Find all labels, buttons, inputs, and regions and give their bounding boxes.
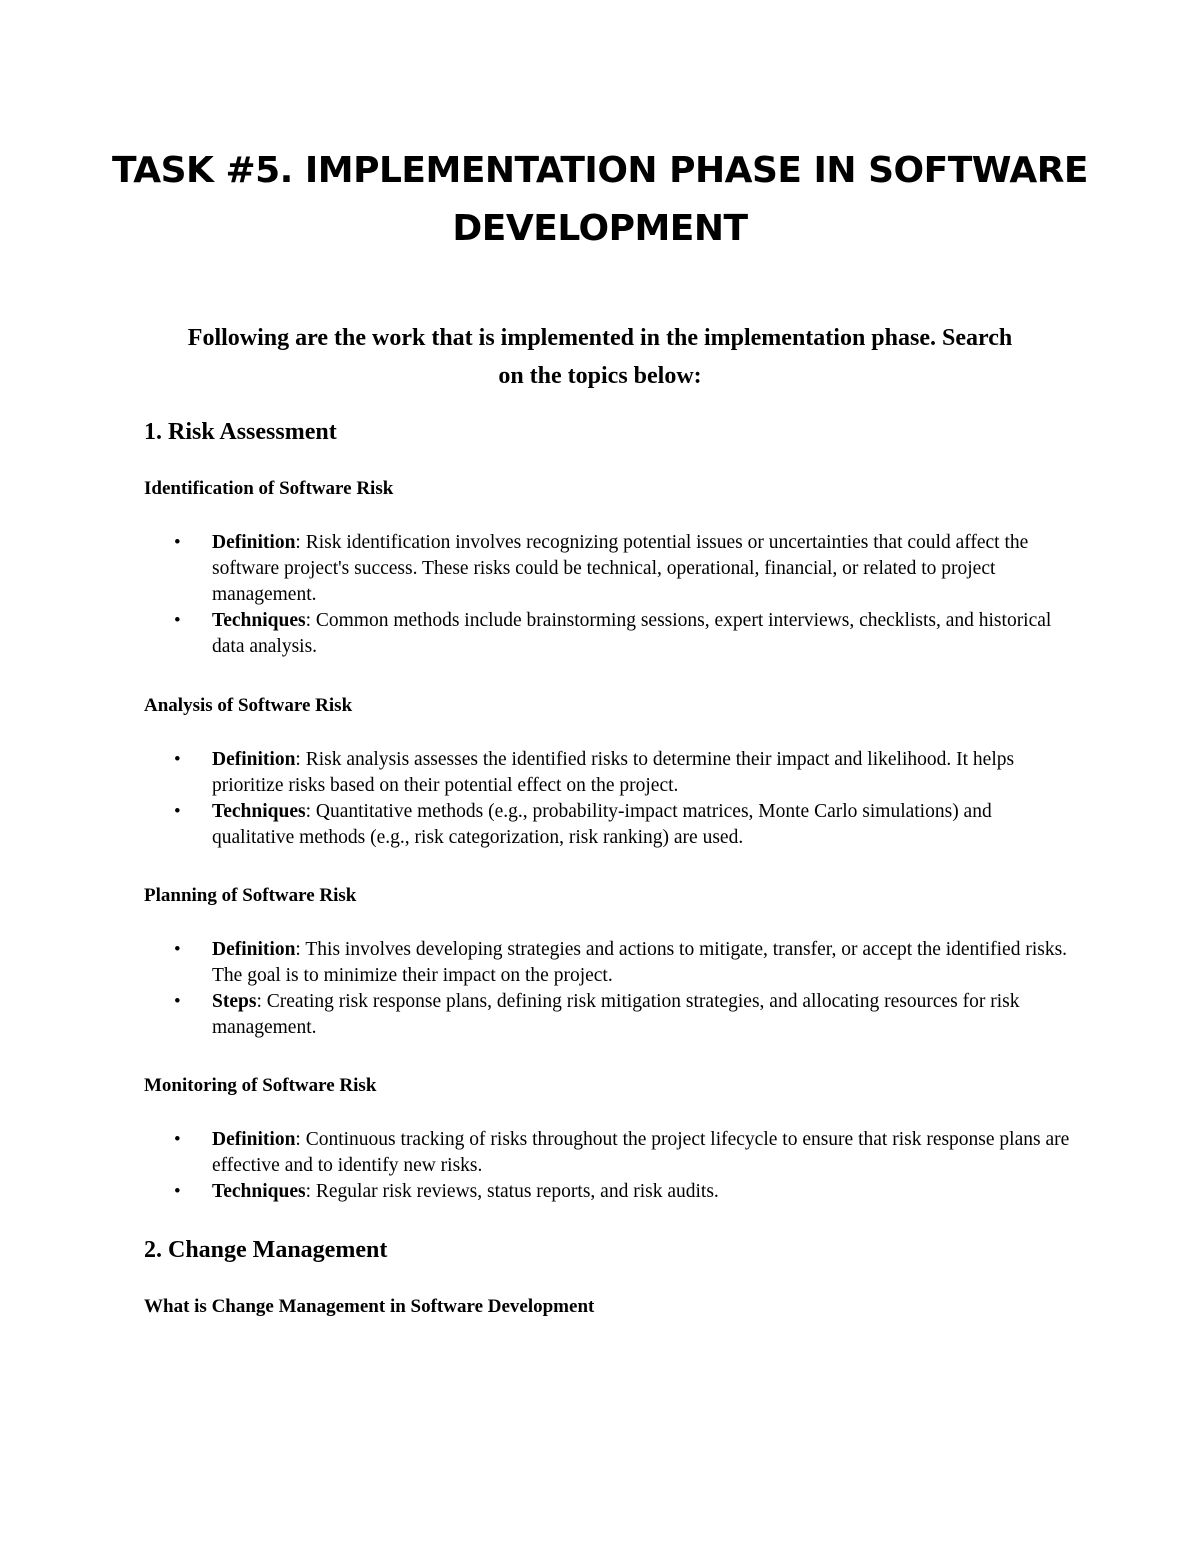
list-item	[144, 799, 1074, 851]
section-heading-change-management	[144, 1235, 1104, 1265]
item-label: Techniques	[212, 801, 306, 822]
list-item	[144, 608, 1074, 660]
change-management-subheading: What is Change Management in Software Development	[144, 1296, 595, 1317]
list-item	[144, 937, 1074, 989]
bullet-icon: •	[174, 1181, 181, 1202]
analysis-heading: Analysis of Software Risk	[144, 695, 353, 716]
section-1-heading: 1. Risk Assessment	[144, 419, 337, 445]
planning-heading: Planning of Software Risk	[144, 885, 357, 906]
item-label: Techniques	[212, 1181, 306, 1202]
item-text: : This involves developing strategies and actions to mitigate, transfer, or accept the identified risks. The goal is to minimize their impact on the project.	[212, 939, 1068, 986]
item-text: : Creating risk response plans, defining risk mitigation strategies, and allocating resources for risk management.	[212, 991, 1020, 1038]
bullet-icon: •	[174, 1129, 181, 1150]
section-heading-risk-assessment	[144, 417, 1104, 447]
monitoring-heading: Monitoring of Software Risk	[144, 1075, 377, 1096]
bullet-icon: •	[174, 801, 181, 822]
item-text: : Quantitative methods (e.g., probability-impact matrices, Monte Carlo simulations) and qualitative methods (e.g., risk categorization, risk ranking) are used.	[212, 801, 992, 848]
list-item	[144, 530, 1074, 608]
bullet-icon: •	[174, 939, 181, 960]
item-label: Steps	[212, 991, 257, 1012]
section-2-heading: 2. Change Management	[144, 1237, 388, 1263]
subsection-planning	[144, 883, 1104, 909]
monitoring-list	[144, 1127, 1074, 1205]
item-label: Definition	[212, 939, 296, 960]
item-label: Definition	[212, 532, 296, 553]
subsection-analysis	[144, 693, 1104, 719]
planning-list	[144, 937, 1074, 1041]
intro-paragraph: Following are the work that is implemented in the implementation phase. Search on the topics below:	[187, 325, 1013, 389]
bullet-icon: •	[174, 991, 181, 1012]
bullet-icon: •	[174, 610, 181, 631]
subsection-change-management	[144, 1294, 1104, 1320]
document-title: TASK #5. IMPLEMENTATION PHASE IN SOFTWARE DEVELOPMENT	[111, 150, 1089, 249]
identification-list	[144, 530, 1074, 660]
item-label: Definition	[212, 749, 296, 770]
identification-heading: Identification of Software Risk	[144, 478, 394, 499]
item-text: : Continuous tracking of risks throughout the project lifecycle to ensure that risk response plans are effective and to identify new risks.	[212, 1129, 1070, 1176]
item-text: : Risk analysis assesses the identified risks to determine their impact and likelihood. It helps prioritize risks based on their potential effect on the project.	[212, 749, 1015, 796]
bullet-icon: •	[174, 749, 181, 770]
subsection-monitoring	[144, 1073, 1104, 1099]
list-item	[144, 1179, 1074, 1205]
item-text: : Risk identification involves recognizing potential issues or uncertainties that could affect the software project's success. These risks could be technical, operational, financial, or related to project management.	[212, 532, 1029, 605]
analysis-list	[144, 747, 1074, 851]
list-item	[144, 1127, 1074, 1179]
item-text: : Common methods include brainstorming sessions, expert interviews, checklists, and historical data analysis.	[212, 610, 1052, 657]
item-label: Techniques	[212, 610, 306, 631]
subsection-identification	[144, 476, 1104, 502]
item-text: : Regular risk reviews, status reports, and risk audits.	[305, 1181, 719, 1202]
item-label: Definition	[212, 1129, 296, 1150]
list-item	[144, 747, 1074, 799]
bullet-icon: •	[174, 532, 181, 553]
list-item	[144, 989, 1074, 1041]
